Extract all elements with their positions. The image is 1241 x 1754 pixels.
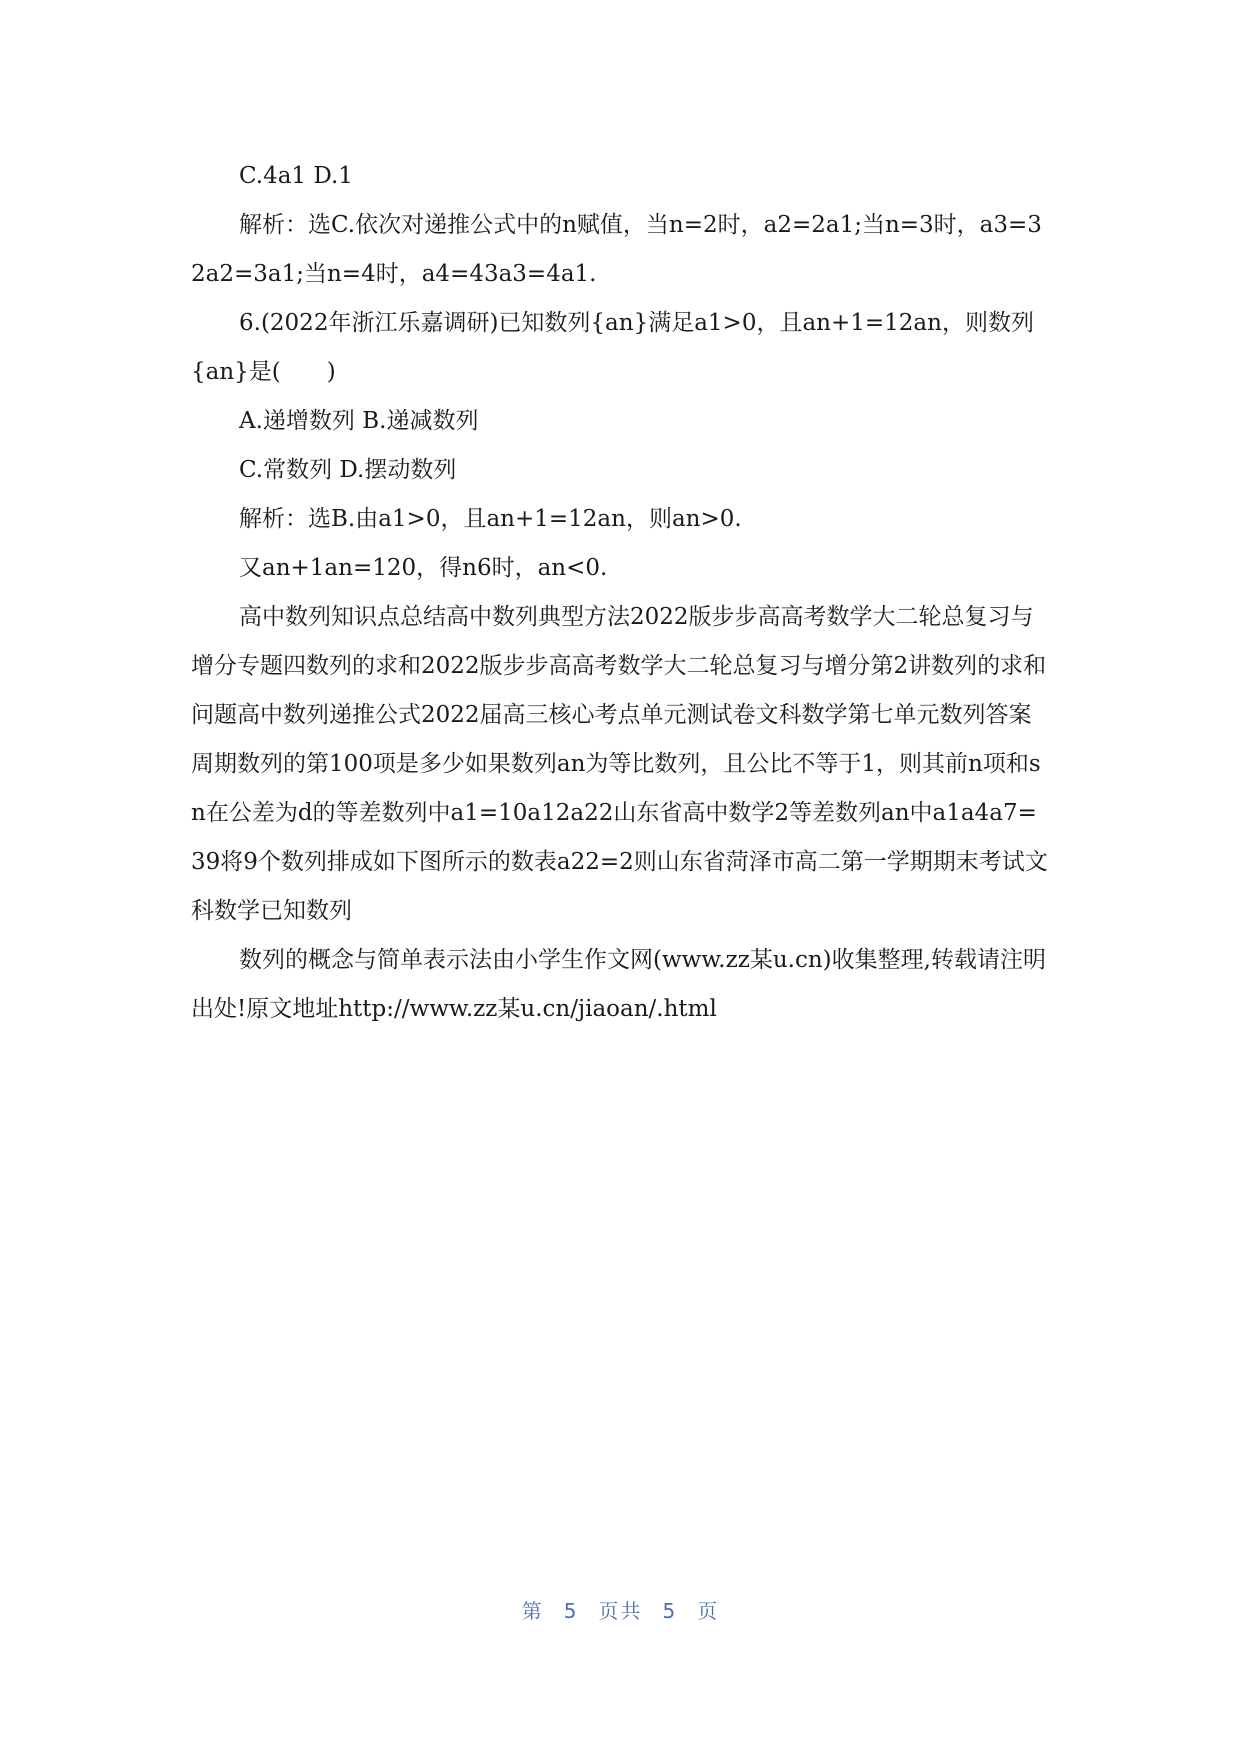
page-footer (0, 1595, 1241, 1624)
footer-current-page: 5 (563, 1599, 579, 1623)
footer-total-pages: 5 (662, 1599, 678, 1623)
paragraph-option-cd: C.4a1 D.1 (239, 163, 353, 189)
paragraph-analysis-2: 解析：选B.由a1>0，且an+1=12an，则an>0. (239, 506, 742, 532)
footer-text-3: 页 (697, 1599, 720, 1623)
paragraph-option-ab: A.递增数列 B.递减数列 (239, 408, 479, 434)
paragraph-option-cd-2: C.常数列 D.摆动数列 (239, 457, 457, 483)
page-content (191, 152, 1051, 1034)
paragraph-question-6: 6.(2022年浙江乐嘉调研)已知数列{an}满足a1>0，且an+1=12an，则数列{an}是( ) (191, 310, 1034, 385)
paragraph-source-note: 数列的概念与简单表示法由小学生作文网(www.zz某u.cn)收集整理,转载请注明出处!原文地址http://www.zz某u.cn/jiaoan/.html (191, 947, 1046, 1022)
paragraph-analysis-1: 解析：选C.依次对递推公式中的n赋值，当n=2时，a2=2a1;当n=3时，a3=32a2=3a1;当n=4时，a4=43a3=4a1. (191, 212, 1042, 287)
footer-text-1: 第 (521, 1599, 544, 1623)
footer-text-2: 页共 (598, 1599, 643, 1623)
paragraph-related-topics: 高中数列知识点总结高中数列典型方法2022版步步高高考数学大二轮总复习与增分专题四数列的求和2022版步步高高考数学大二轮总复习与增分第2讲数列的求和问题高中数列递推公式2022届高三核心考点单元测试卷文科数学第七单元数列答案周期数列的第100项是多少如果数列an为等比数列，且公比不等于1，则其前n项和sn在公差为d的等差数列中a1=10a12a22山东省高中数学2等差数列an中a1a4a7=39将9个数列排成如下图所示的数表a22=2则山东省菏泽市高二第一学期期末考试文科数学已知数列 (191, 604, 1048, 924)
paragraph-analysis-3: 又an+1an=120，得n6时，an<0. (239, 555, 608, 581)
